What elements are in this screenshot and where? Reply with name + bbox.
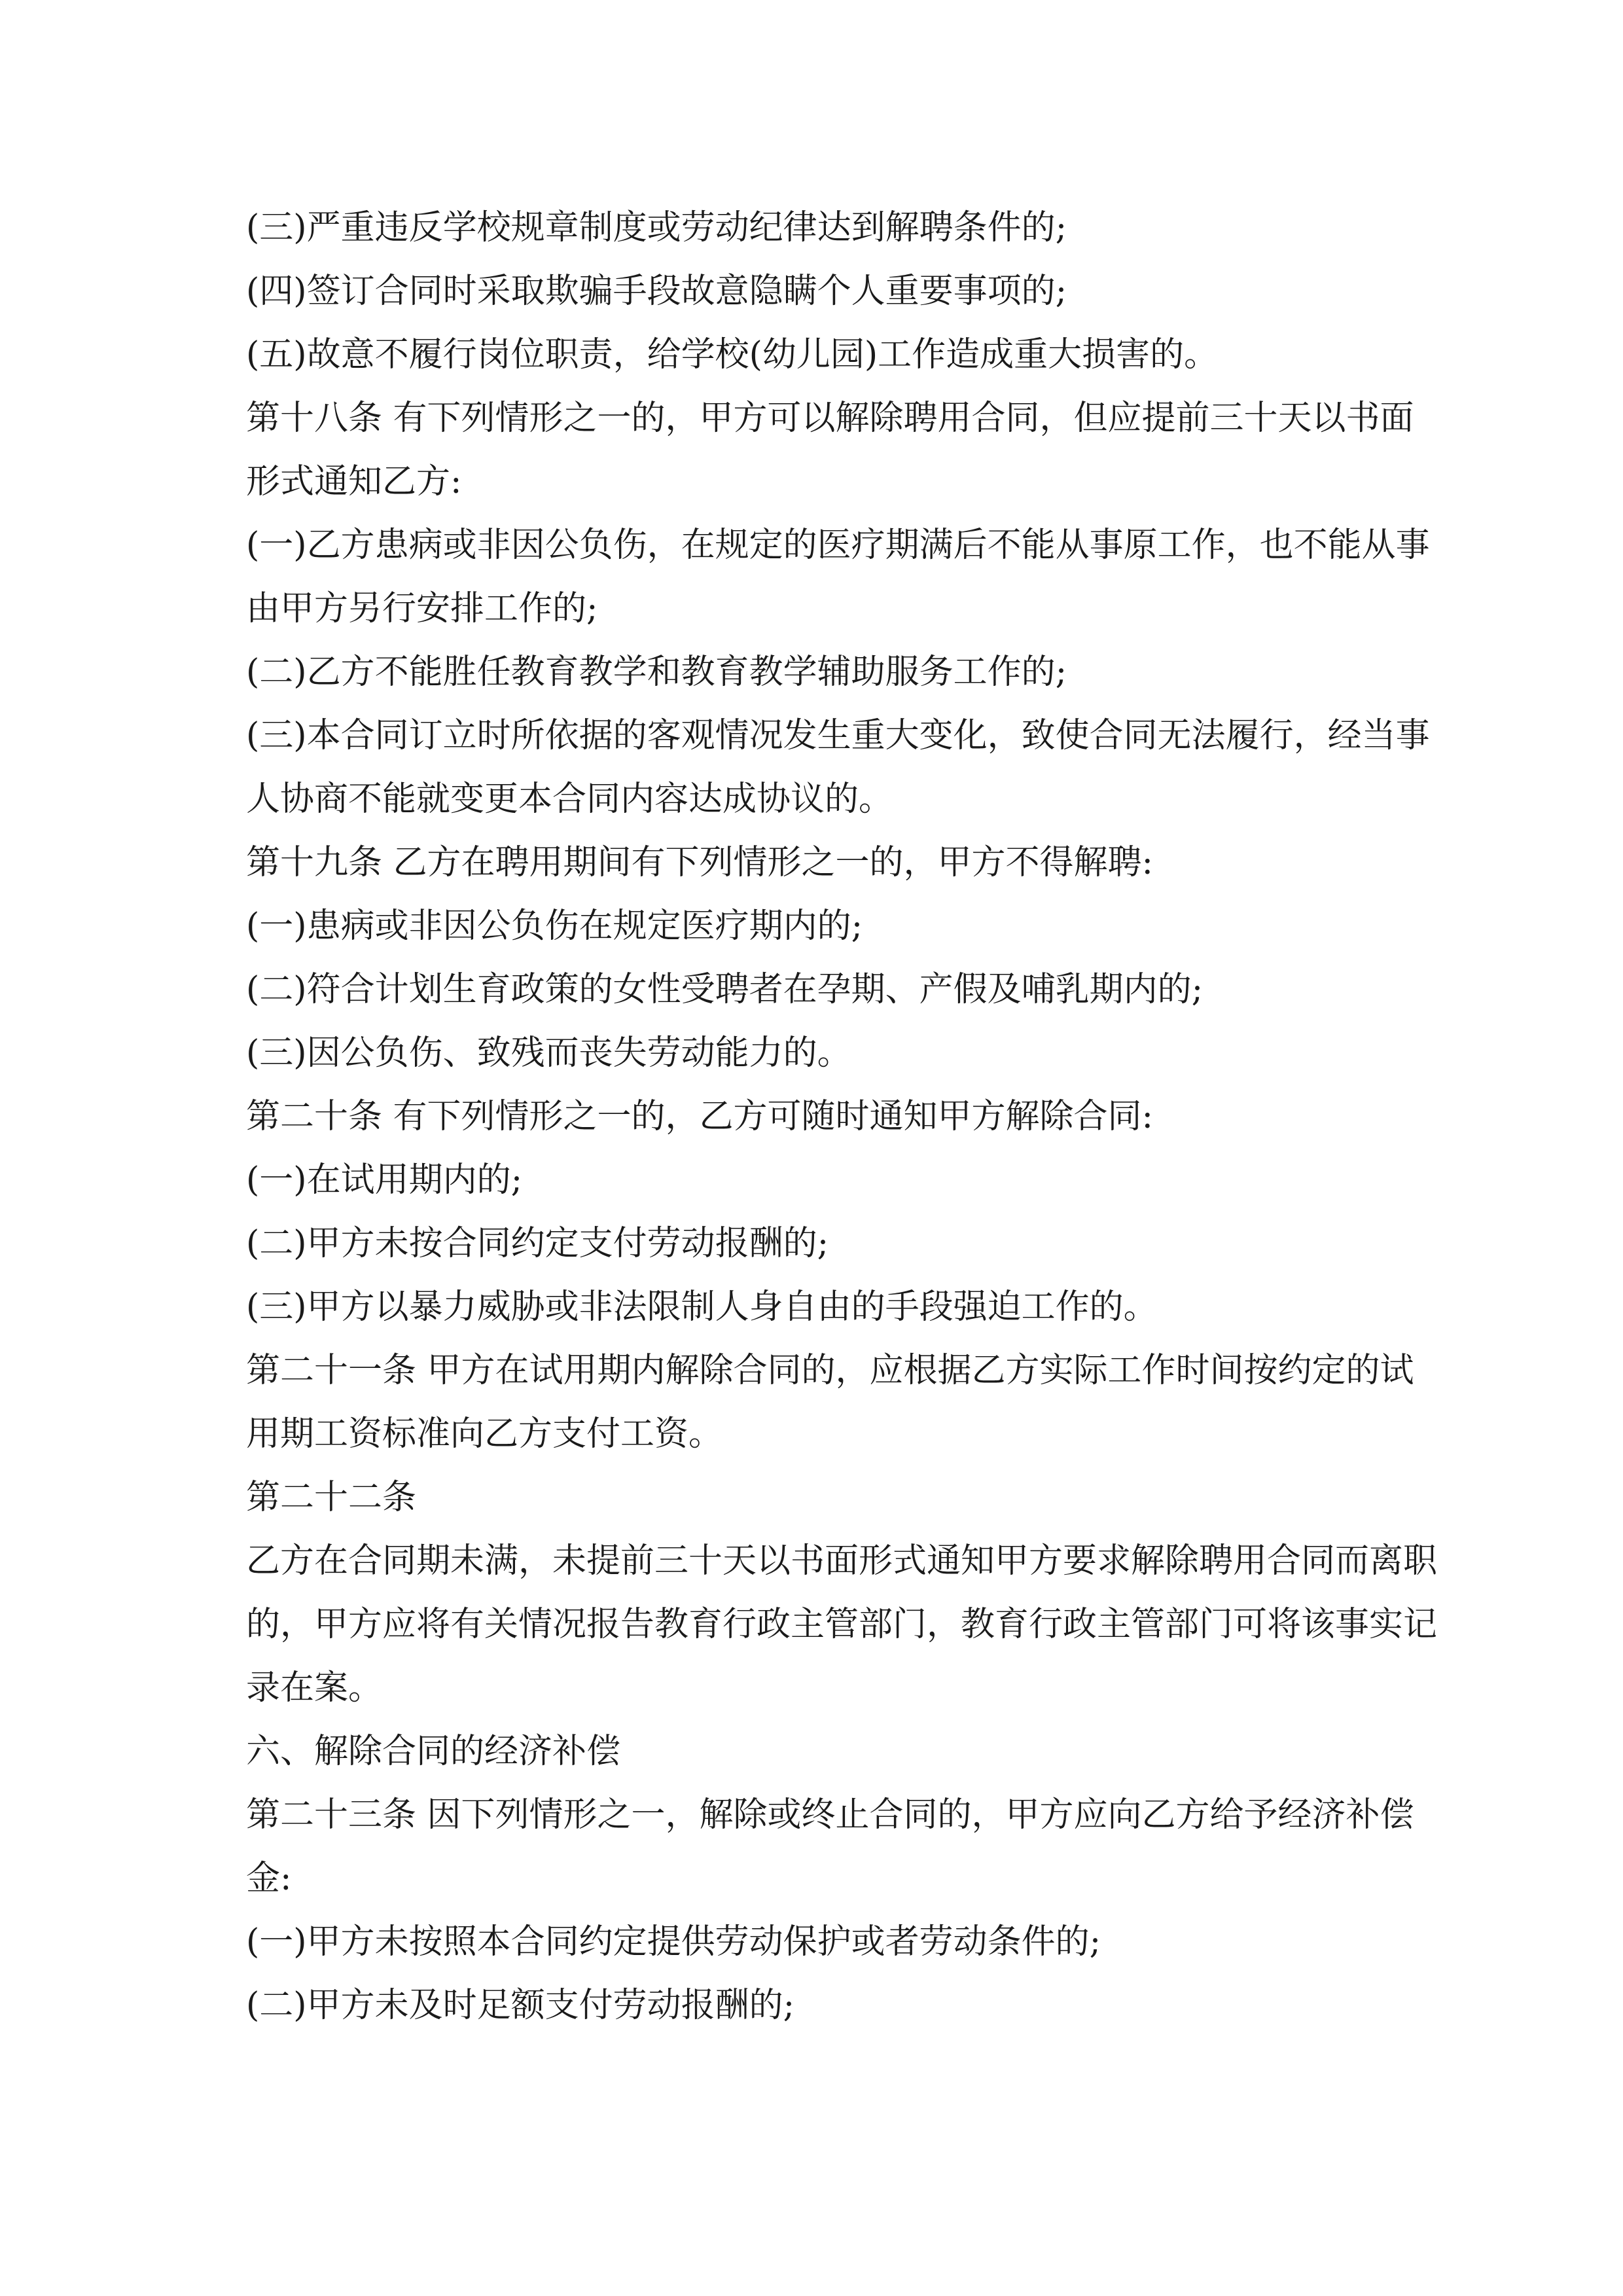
text-line: 录在案。 (246, 1668, 383, 1708)
text-line: 乙方在合同期未满，未提前三十天以书面形式通知甲方要求解除聘用合同而离职 (246, 1541, 1438, 1581)
text-line: 形式通知乙方: (246, 462, 462, 501)
text-line: (四)签订合同时采取欺骗手段故意隐瞒个人重要事项的; (246, 272, 1067, 311)
text-line: 金: (246, 1859, 292, 1898)
article-heading-line: 第二十一条 甲方在试用期内解除合同的，应根据乙方实际工作时间按约定的试 (246, 1351, 1414, 1390)
text-line: (二)乙方不能胜任教育教学和教育教学辅助服务工作的; (246, 653, 1067, 692)
article-heading-line: 第十九条 乙方在聘用期间有下列情形之一的，甲方不得解聘: (246, 843, 1154, 882)
text-line: (三)本合同订立时所依据的客观情况发生重大变化，致使合同无法履行，经当事 (246, 716, 1430, 755)
text-line: 的，甲方应将有关情况报告教育行政主管部门，教育行政主管部门可将该事实记 (246, 1605, 1438, 1644)
article-heading-line: 第二十二条 (246, 1478, 417, 1517)
article-heading-line: 第二十条 有下列情形之一的，乙方可随时通知甲方解除合同: (246, 1097, 1154, 1136)
text-line: (五)故意不履行岗位职责，给学校(幼儿园)工作造成重大损害的。 (246, 335, 1219, 374)
text-line: 用期工资标准向乙方支付工资。 (246, 1414, 723, 1454)
text-line: (二)甲方未按合同约定支付劳动报酬的; (246, 1224, 829, 1263)
article-heading-line: 第十八条 有下列情形之一的，甲方可以解除聘用合同，但应提前三十天以书面 (246, 399, 1414, 438)
text-line: (一)患病或非因公负伤在规定医疗期内的; (246, 906, 863, 946)
text-line: (三)因公负伤、致残而丧失劳动能力的。 (246, 1033, 851, 1073)
text-line: (一)乙方患病或非因公负伤，在规定的医疗期满后不能从事原工作，也不能从事 (246, 526, 1430, 565)
text-line: (一)甲方未按照本合同约定提供劳动保护或者劳动条件的; (246, 1922, 1101, 1962)
document-body (246, 196, 1438, 2037)
text-line: 人协商不能就变更本合同内容达成协议的。 (246, 780, 893, 819)
section-heading-line: 六、解除合同的经济补偿 (246, 1732, 621, 1771)
text-line: (一)在试用期内的; (246, 1160, 523, 1200)
text-line: (三)甲方以暴力威胁或非法限制人身自由的手段强迫工作的。 (246, 1287, 1158, 1327)
article-heading-line: 第二十三条 因下列情形之一，解除或终止合同的，甲方应向乙方给予经济补偿 (246, 1795, 1414, 1835)
text-line: (二)符合计划生育政策的女性受聘者在孕期、产假及哺乳期内的; (246, 970, 1204, 1009)
text-line: (三)严重违反学校规章制度或劳动纪律达到解聘条件的; (246, 208, 1067, 247)
text-line: 由甲方另行安排工作的; (246, 589, 598, 628)
text-line: (二)甲方未及时足额支付劳动报酬的; (246, 1986, 795, 2025)
